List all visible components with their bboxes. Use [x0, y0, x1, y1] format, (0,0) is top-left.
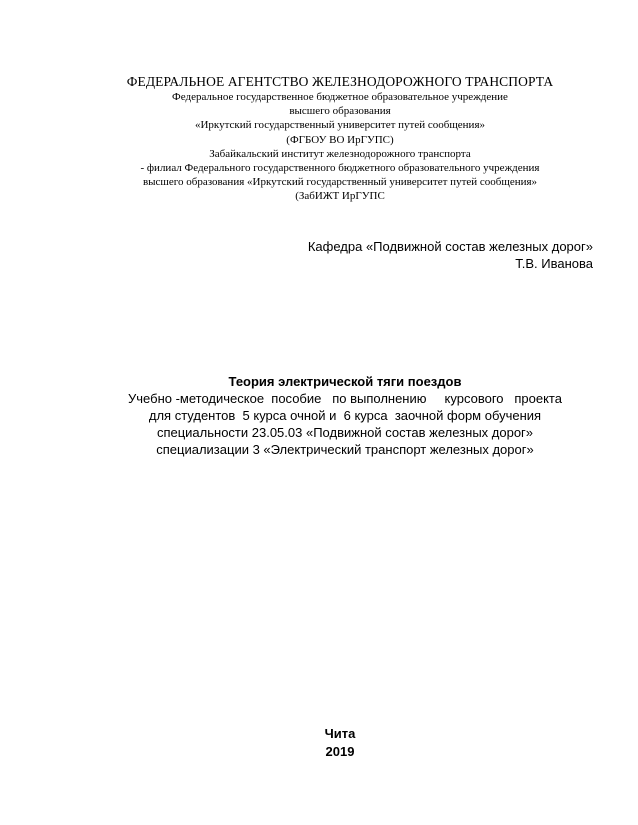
header-line-branch-continued: высшего образования «Иркутский государственный университет путей сообщения»: [142, 176, 538, 189]
document-title-block: [0, 373, 638, 458]
agency-name: ФЕДЕРАЛЬНОЕ АГЕНТСТВО ЖЕЛЕЗНОДОРОЖНОГО ТРАНСПОРТА: [126, 74, 554, 89]
document-title: Теория электрической тяги поездов: [228, 374, 462, 389]
document-subtitle-line-3: специальности 23.05.03 «Подвижной состав железных дорог»: [156, 425, 534, 440]
document-subtitle-line-2: для студентов 5 курса очной и 6 курса заочной форм обучения: [148, 408, 542, 423]
year: 2019: [325, 744, 355, 759]
footer-block: [0, 725, 638, 761]
header-line-education-level: высшего образования: [289, 105, 391, 118]
title-page-header: [0, 74, 638, 204]
author-name: Т.В. Иванова: [515, 256, 593, 271]
header-line-university-abbr: (ФГБОУ ВО ИрГУПС): [286, 133, 394, 146]
department-name: Кафедра «Подвижной состав железных дорог»: [307, 239, 593, 254]
header-line-institute: Забайкальский институт железнодорожного транспорта: [209, 147, 471, 160]
document-subtitle-line-1: Учебно -методическое пособие по выполнению курсового проекта: [128, 391, 562, 406]
department-block: [308, 238, 593, 272]
city: Чита: [324, 726, 356, 741]
header-line-university-name: «Иркутский государственный университет путей сообщения»: [194, 119, 486, 132]
header-line-institute-abbr: (ЗабИЖТ ИрГУПС: [295, 190, 385, 203]
header-line-branch: - филиал Федерального государственного бюджетного образовательного учреждения: [140, 162, 540, 175]
header-line-university-type: Федеральное государственное бюджетное образовательное учреждение: [172, 91, 508, 103]
document-subtitle-line-4: специализации 3 «Электрический транспорт железных дорог»: [156, 442, 534, 457]
